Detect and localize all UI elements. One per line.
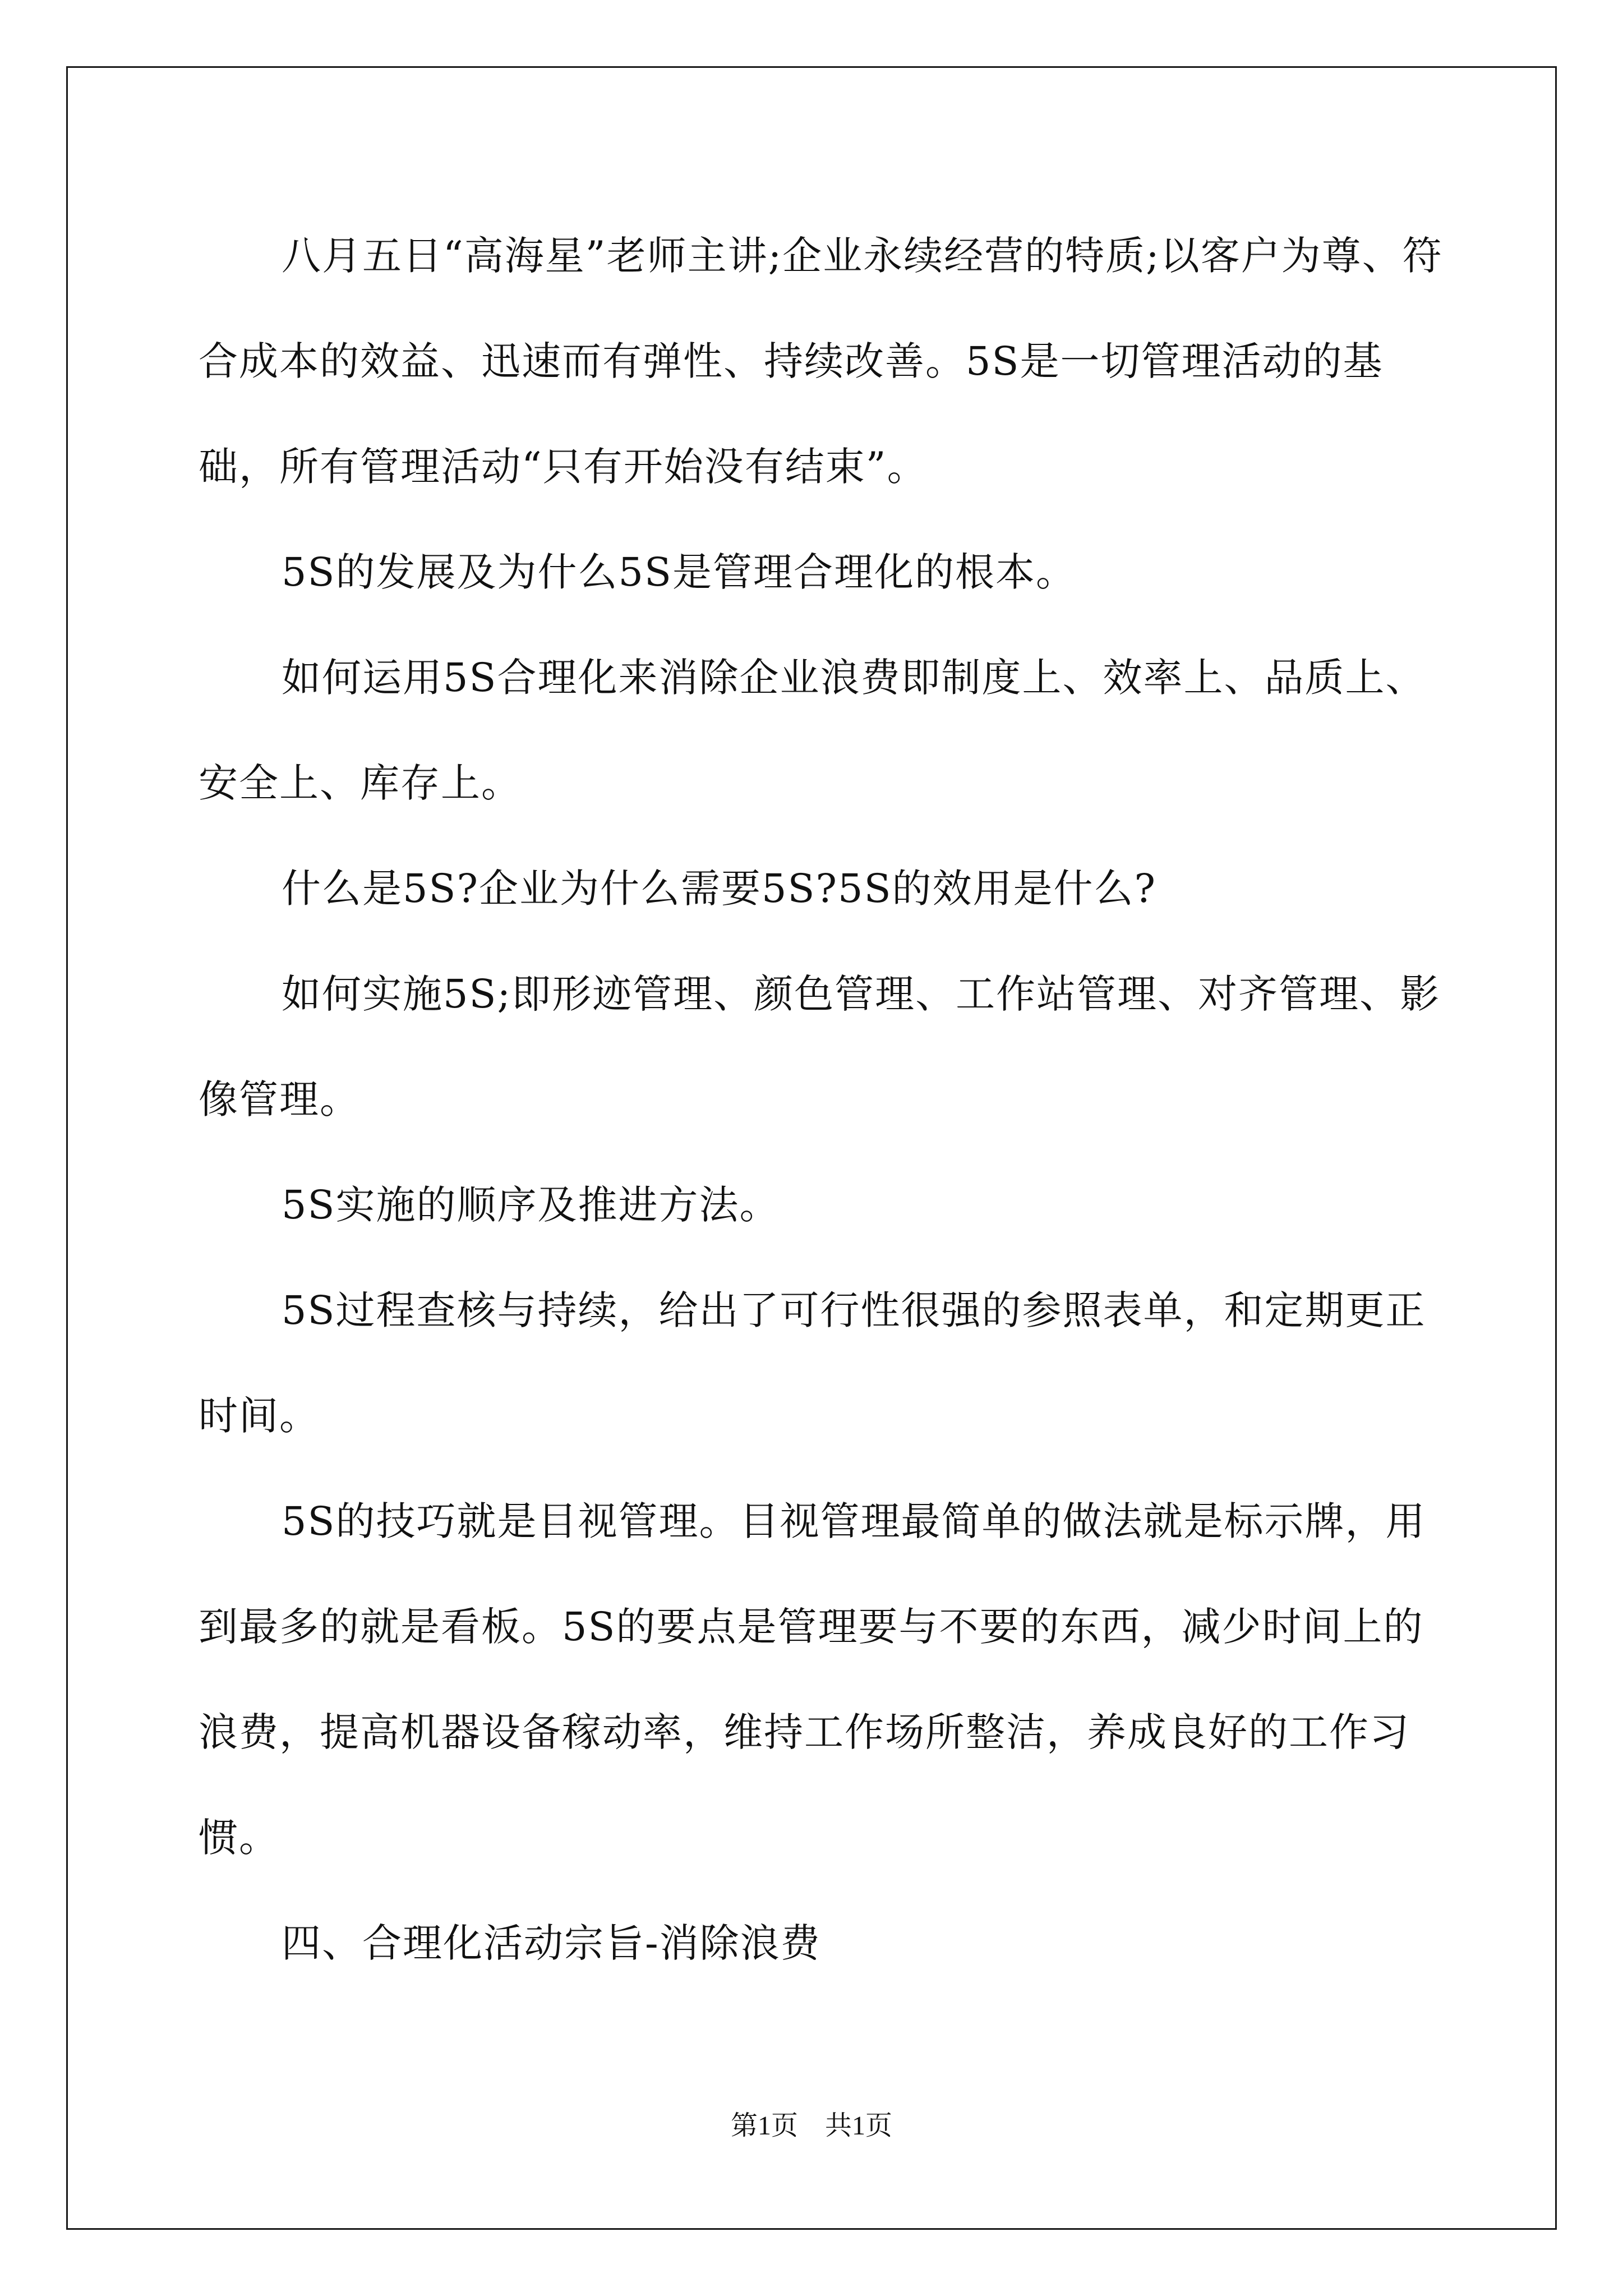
paragraph-8: 5S的技巧就是目视管理。目视管理最简单的做法就是标示牌，用到最多的就是看板。5S的要点是管理要与不要的东西，减少时间上的浪费，提高机器设备稼动率，维持工作场所整洁，养成良好的工作习惯。 — [199, 1498, 1426, 1861]
paragraph-2: 5S的发展及为什么5S是管理合理化的根本。 — [282, 549, 1076, 595]
paragraph-1: 八月五日“高海星”老师主讲;企业永续经营的特质;以客户为尊、符合成本的效益、迅速而有弹性、持续改善。5S是一切管理活动的基础，所有管理活动“只有开始没有结束”。 — [199, 233, 1443, 490]
paragraph-6: 5S实施的顺序及推进方法。 — [282, 1182, 780, 1228]
paragraph-3: 如何运用5S合理化来消除企业浪费即制度上、效率上、品质上、安全上、库存上。 — [199, 655, 1426, 806]
page-number-footer: 第1页 共1页 — [730, 2111, 892, 2141]
paragraph-5: 如何实施5S;即形迹管理、颜色管理、工作站管理、对齐管理、影像管理。 — [199, 971, 1441, 1122]
paragraph-9: 四、合理化活动宗旨-消除浪费 — [282, 1920, 821, 1966]
paragraph-7: 5S过程查核与持续，给出了可行性很强的参照表单，和定期更正时间。 — [199, 1287, 1426, 1439]
document-body — [199, 203, 1460, 1996]
paragraph-4: 什么是5S?企业为什么需要5S?5S的效用是什么? — [282, 866, 1157, 912]
